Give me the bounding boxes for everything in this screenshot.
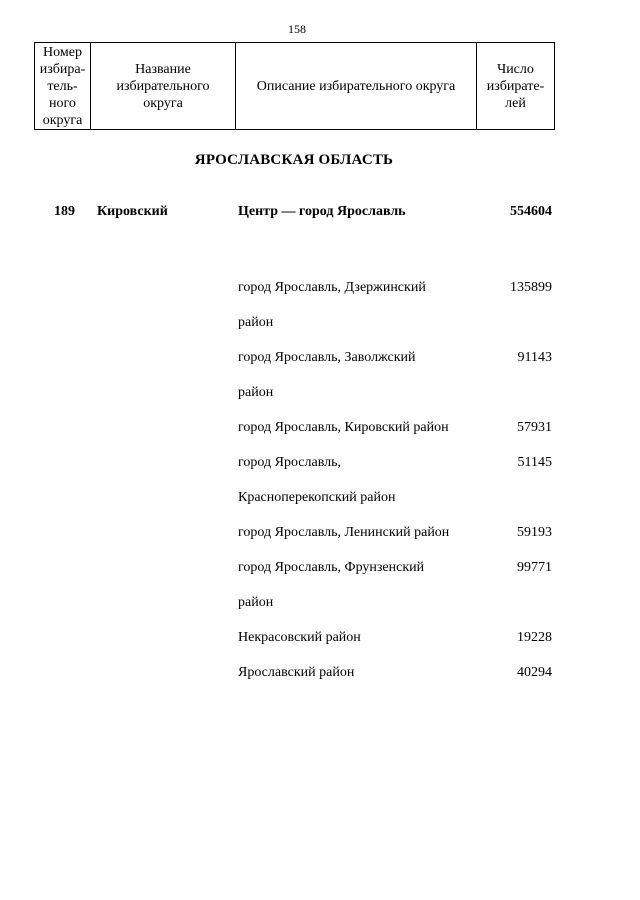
subunit-voter-count: 51145 bbox=[517, 455, 552, 470]
list-item bbox=[0, 655, 640, 690]
subunit-description: город Ярославль, Ленинский район bbox=[238, 525, 450, 540]
list-item bbox=[0, 515, 640, 550]
list-item bbox=[0, 550, 640, 620]
table-header bbox=[34, 42, 555, 130]
header-district-description: Описание избирательного округа bbox=[236, 43, 477, 130]
subunit-description: город Ярославль, Красноперекопский район bbox=[238, 455, 396, 505]
header-district-number: Номер избира- тель- ного округа bbox=[35, 43, 91, 130]
subunit-description: город Ярославль, Фрунзенский район bbox=[238, 560, 425, 610]
header-district-name: Название избирательного округа bbox=[91, 43, 236, 130]
subunit-voter-count: 91143 bbox=[517, 350, 552, 365]
subunit-voter-count: 99771 bbox=[517, 560, 552, 575]
subunit-description: город Ярославль, Кировский район bbox=[238, 420, 449, 435]
list-item bbox=[0, 410, 640, 445]
subunit-description: город Ярославль, Дзержинский район bbox=[238, 280, 426, 330]
district-name: Кировский bbox=[97, 204, 168, 219]
subunit-description: Ярославский район bbox=[238, 665, 355, 680]
district-center: Центр — город Ярославль bbox=[238, 204, 406, 219]
list-item bbox=[0, 445, 640, 515]
district-number: 189 bbox=[54, 204, 75, 219]
list-item bbox=[0, 620, 640, 655]
header-voter-count: Число избирате- лей bbox=[477, 43, 555, 130]
subunit-voter-count: 57931 bbox=[517, 420, 552, 435]
list-item bbox=[0, 270, 640, 340]
list-item bbox=[0, 340, 640, 410]
subunit-voter-count: 40294 bbox=[517, 665, 552, 680]
region-title: ЯРОСЛАВСКАЯ ОБЛАСТЬ bbox=[194, 152, 394, 168]
subunit-description: Некрасовский район bbox=[238, 630, 361, 645]
district-voter-count: 554604 bbox=[510, 204, 552, 219]
subunit-list bbox=[0, 270, 640, 690]
subunit-voter-count: 135899 bbox=[510, 280, 552, 295]
district-row bbox=[0, 202, 640, 228]
subunit-voter-count: 19228 bbox=[517, 630, 552, 645]
page-number: 158 bbox=[288, 22, 306, 36]
subunit-voter-count: 59193 bbox=[517, 525, 552, 540]
subunit-description: город Ярославль, Заволжский район bbox=[238, 350, 416, 400]
